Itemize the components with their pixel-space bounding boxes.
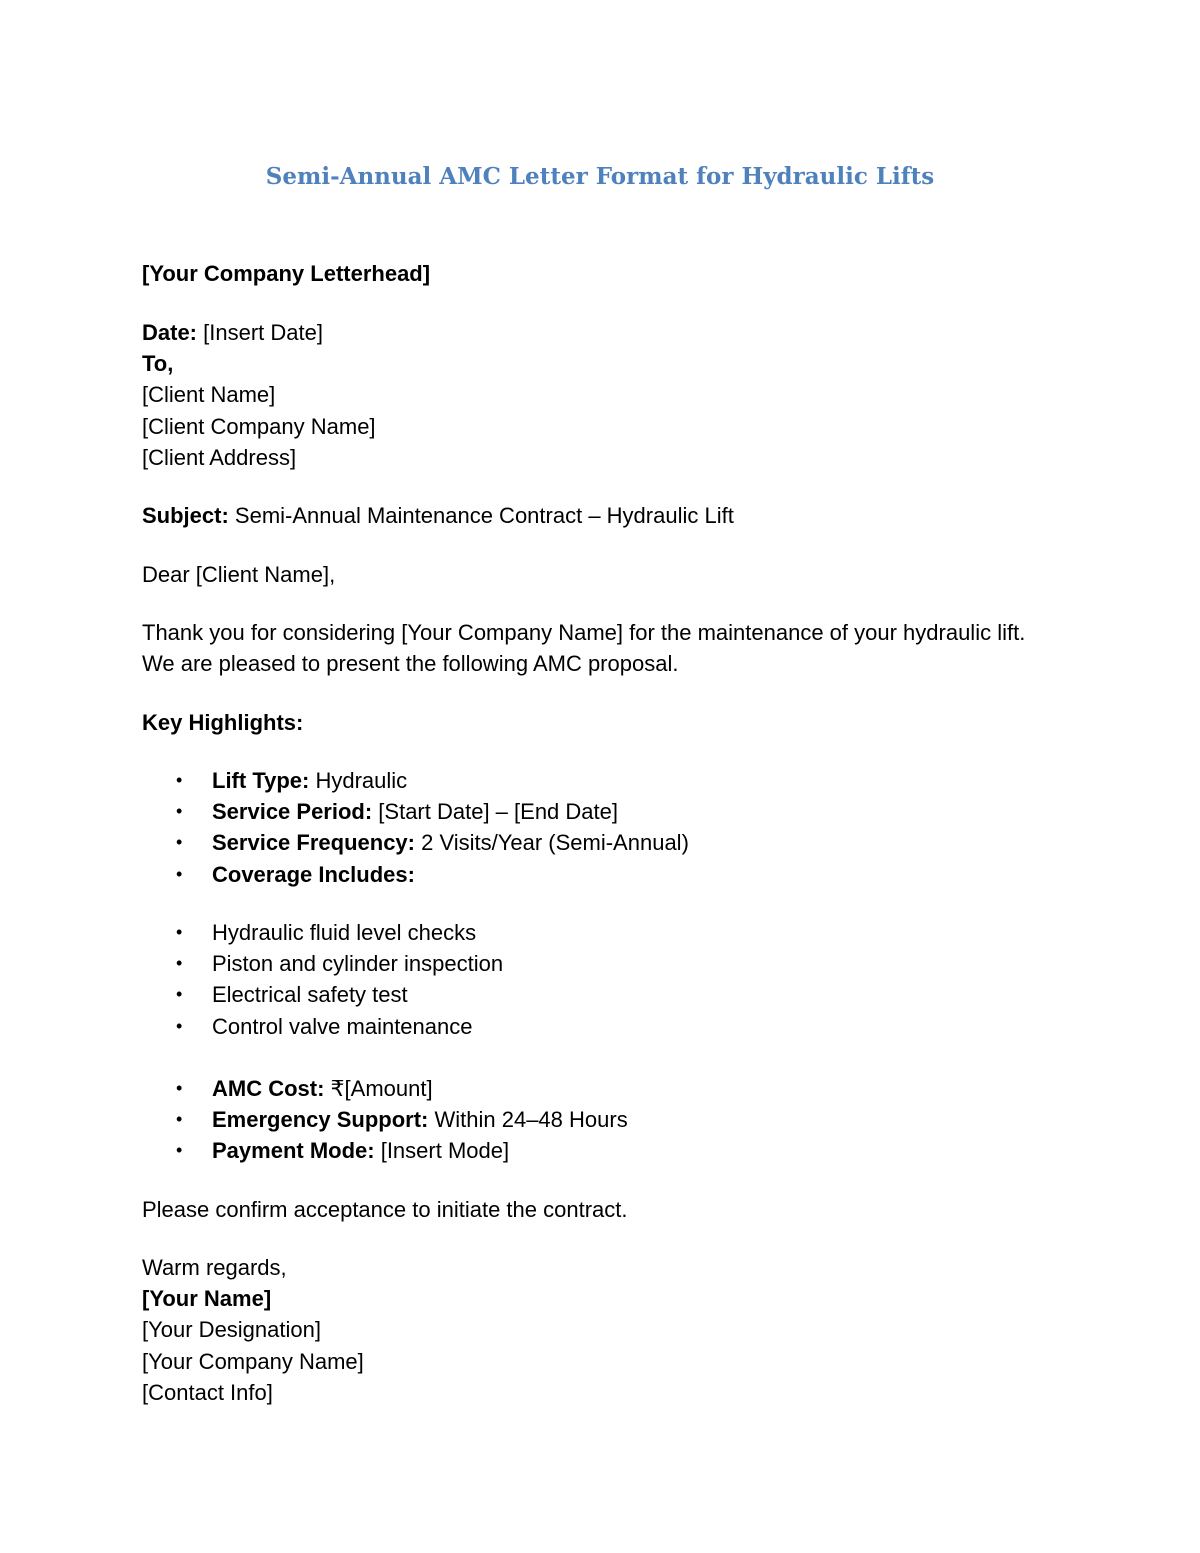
list-item: • Emergency Support: Within 24–48 Hours bbox=[142, 1104, 628, 1135]
subject-label: Subject: bbox=[142, 503, 229, 528]
recipient-block bbox=[142, 317, 1072, 473]
list-item: • Lift Type: Hydraulic bbox=[142, 765, 689, 796]
closing-request: Please confirm acceptance to initiate the contract. bbox=[142, 1197, 628, 1222]
letterhead-block bbox=[142, 258, 1072, 289]
highlights-heading-block bbox=[142, 707, 1072, 738]
list-item: • Coverage Includes: bbox=[142, 859, 689, 890]
sender-contact: [Contact Info] bbox=[142, 1379, 273, 1405]
sender-designation: [Your Designation] bbox=[142, 1317, 321, 1343]
highlights-list bbox=[142, 765, 689, 890]
bullet-icon: • bbox=[176, 863, 183, 884]
salutation: Dear [Client Name], bbox=[142, 562, 336, 587]
list-item: • AMC Cost: ₹[Amount] bbox=[142, 1073, 628, 1104]
signature-block bbox=[142, 1252, 1072, 1408]
list-item: • Payment Mode: [Insert Mode] bbox=[142, 1135, 628, 1166]
salutation-block bbox=[142, 559, 1072, 590]
list-item: • Service Period: [Start Date] – [End Date] bbox=[142, 796, 689, 827]
subject-line bbox=[142, 500, 1072, 531]
list-item: • Service Frequency: 2 Visits/Year (Semi-Annual) bbox=[142, 827, 689, 858]
client-company: [Client Company Name] bbox=[142, 413, 376, 439]
date-value: [Insert Date] bbox=[197, 320, 323, 345]
subject-block bbox=[142, 500, 1072, 531]
bullet-icon: • bbox=[176, 922, 183, 942]
intro-paragraph bbox=[142, 617, 1062, 679]
sender-name: [Your Name] bbox=[142, 1286, 272, 1312]
list-item: • Piston and cylinder inspection bbox=[142, 948, 503, 979]
bullet-icon: • bbox=[176, 984, 183, 1005]
signoff: Warm regards, bbox=[142, 1255, 287, 1280]
list-item: • Control valve maintenance bbox=[142, 1011, 503, 1042]
date-line bbox=[142, 317, 1072, 348]
date-label: Date: bbox=[142, 320, 198, 345]
letterhead: [Your Company Letterhead] bbox=[142, 261, 431, 286]
sender-company: [Your Company Name] bbox=[142, 1348, 364, 1374]
bullet-icon: • bbox=[176, 832, 183, 853]
bullet-icon: • bbox=[176, 1140, 183, 1161]
list-item: • Hydraulic fluid level checks bbox=[142, 917, 503, 948]
to-label: To, bbox=[142, 351, 174, 377]
list-item: • Electrical safety test bbox=[142, 979, 503, 1010]
highlights-heading: Key Highlights: bbox=[142, 710, 304, 735]
bullet-icon: • bbox=[176, 770, 183, 790]
terms-list bbox=[142, 1073, 628, 1167]
coverage-list bbox=[142, 917, 503, 1042]
client-address: [Client Address] bbox=[142, 444, 297, 470]
bullet-icon: • bbox=[176, 1109, 183, 1130]
bullet-icon: • bbox=[176, 801, 183, 822]
bullet-icon: • bbox=[176, 1015, 183, 1036]
client-name: [Client Name] bbox=[142, 382, 276, 408]
bullet-icon: • bbox=[176, 953, 183, 974]
bullet-icon: • bbox=[176, 1078, 183, 1098]
subject-value: Semi-Annual Maintenance Contract – Hydraulic Lift bbox=[228, 503, 734, 528]
intro-text: Thank you for considering [Your Company Name] for the maintenance of your hydraulic lift. We are pleased to present the following AMC proposal. bbox=[142, 620, 1026, 677]
closing-request-block bbox=[142, 1194, 1072, 1225]
document-title: Semi-Annual AMC Letter Format for Hydraulic Lifts bbox=[265, 163, 935, 190]
